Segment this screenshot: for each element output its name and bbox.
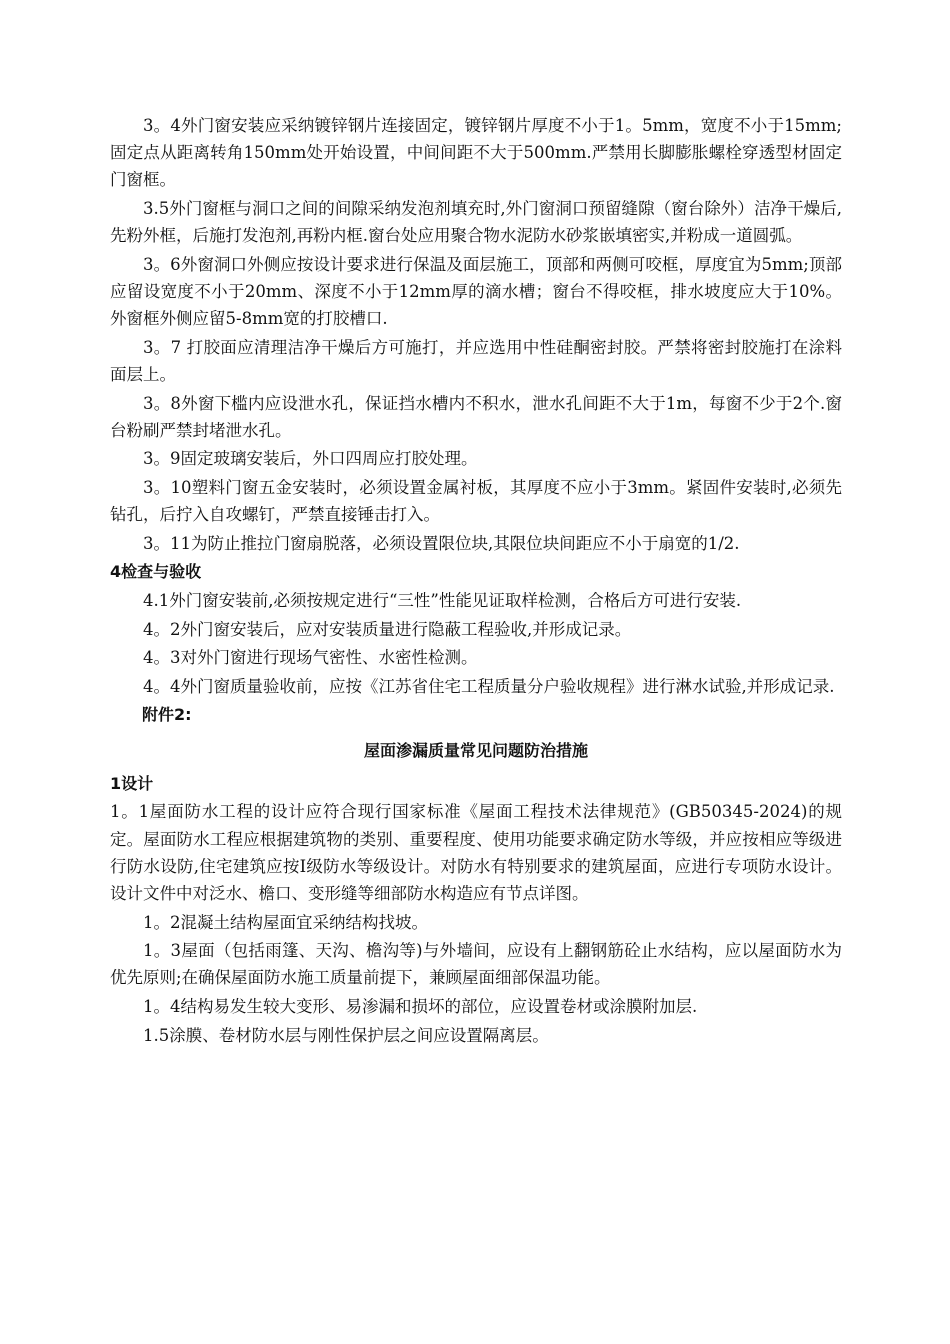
paragraph-1-1: 1。1屋面防水工程的设计应符合现行国家标准《屋面工程技术法律规范》(GB50345-2024)的规定。屋面防水工程应根据建筑物的类别、重要程度、使用功能要求确定防水等级，并应按相应等级进行防水设防,住宅建筑应按Ⅰ级防水等级设计。对防水有特别要求的建筑屋面，应进行专项防水设计。设计文件中对泛水、檐口、变形缝等细部防水构造应有节点详图。 [110,802,842,903]
attachment-label: 附件2: [142,705,192,725]
paragraph-3-4: 3。4外门窗安装应采纳镀锌钢片连接固定，镀锌钢片厚度不小于1。5mm，宽度不小于15mm;固定点从距离转角150mm处开始设置，中间间距不大于500mm.严禁用长脚膨胀螺栓穿透型材固定门窗框。 [110,116,842,190]
paragraph-3-6: 3。6外窗洞口外侧应按设计要求进行保温及面层施工，顶部和两侧可咬框，厚度宜为5mm;顶部应留设宽度不小于20mm、深度不小于12mm厚的滴水槽；窗台不得咬框，排水坡度应大于10%。外窗框外侧应留5-8mm宽的打胶槽口. [110,254,842,329]
paragraph-1-5: 1.5涂膜、卷材防水层与刚性保护层之间应设置隔离层。 [143,1025,549,1045]
paragraph-1-3: 1。3屋面（包括雨篷、天沟、檐沟等)与外墙间，应设有上翻钢筋砼止水结构，应以屋面防水为优先原则;在确保屋面防水施工质量前提下，兼顾屋面细部保温功能。 [110,941,842,988]
paragraph-3-5: 3.5外门窗框与洞口之间的间隙采纳发泡剂填充时,外门窗洞口预留缝隙（窗台除外）洁净干燥后,先粉外框，后施打发泡剂,再粉内框.窗台处应用聚合物水泥防水砂浆嵌填密实,并粉成一道圆弧。 [110,199,842,246]
paragraph-1-4: 1。4结构易发生较大变形、易渗漏和损坏的部位，应设置卷材或涂膜附加层. [143,996,698,1016]
paragraph-3-9: 3。9固定玻璃安装后，外口四周应打胶处理。 [143,449,478,469]
section-heading-design: 1设计 [110,773,154,793]
section-heading-inspection: 4检查与验收 [110,562,202,582]
document-page [110,112,842,1050]
paragraph-4-1: 4.1外门窗安装前,必须按规定进行“三性”性能见证取样检测，合格后方可进行安装. [143,590,742,610]
paragraph-3-11: 3。11为防止推拉门窗扇脱落，必须设置限位块,其限位块间距应不小于扇宽的1/2. [143,533,740,553]
paragraph-4-3: 4。3对外门窗进行现场气密性、水密性检测。 [143,648,478,668]
paragraph-3-8: 3。8外窗下槛内应设泄水孔，保证挡水槽内不积水，泄水孔间距不大于1m，每窗不少于2个.窗台粉刷严禁封堵泄水孔。 [110,393,842,440]
paragraph-4-2: 4。2外门窗安装后，应对安装质量进行隐蔽工程验收,并形成记录。 [143,619,632,639]
paragraph-4-4: 4。4外门窗质量验收前，应按《江苏省住宅工程质量分户验收规程》进行淋水试验,并形成记录. [143,676,835,696]
paragraph-3-7: 3。7 打胶面应清理洁净干燥后方可施打，并应选用中性硅酮密封胶。严禁将密封胶施打在涂料面层上。 [110,337,842,384]
document-title: 屋面渗漏质量常见问题防治措施 [363,740,588,760]
paragraph-3-10: 3。10塑料门窗五金安装时，必须设置金属衬板，其厚度不应小于3mm。紧固件安装时,必须先钻孔，后拧入自攻螺钉，严禁直接锤击打入。 [110,477,842,525]
paragraph-1-2: 1。2混凝土结构屋面宜采纳结构找坡。 [143,912,428,932]
